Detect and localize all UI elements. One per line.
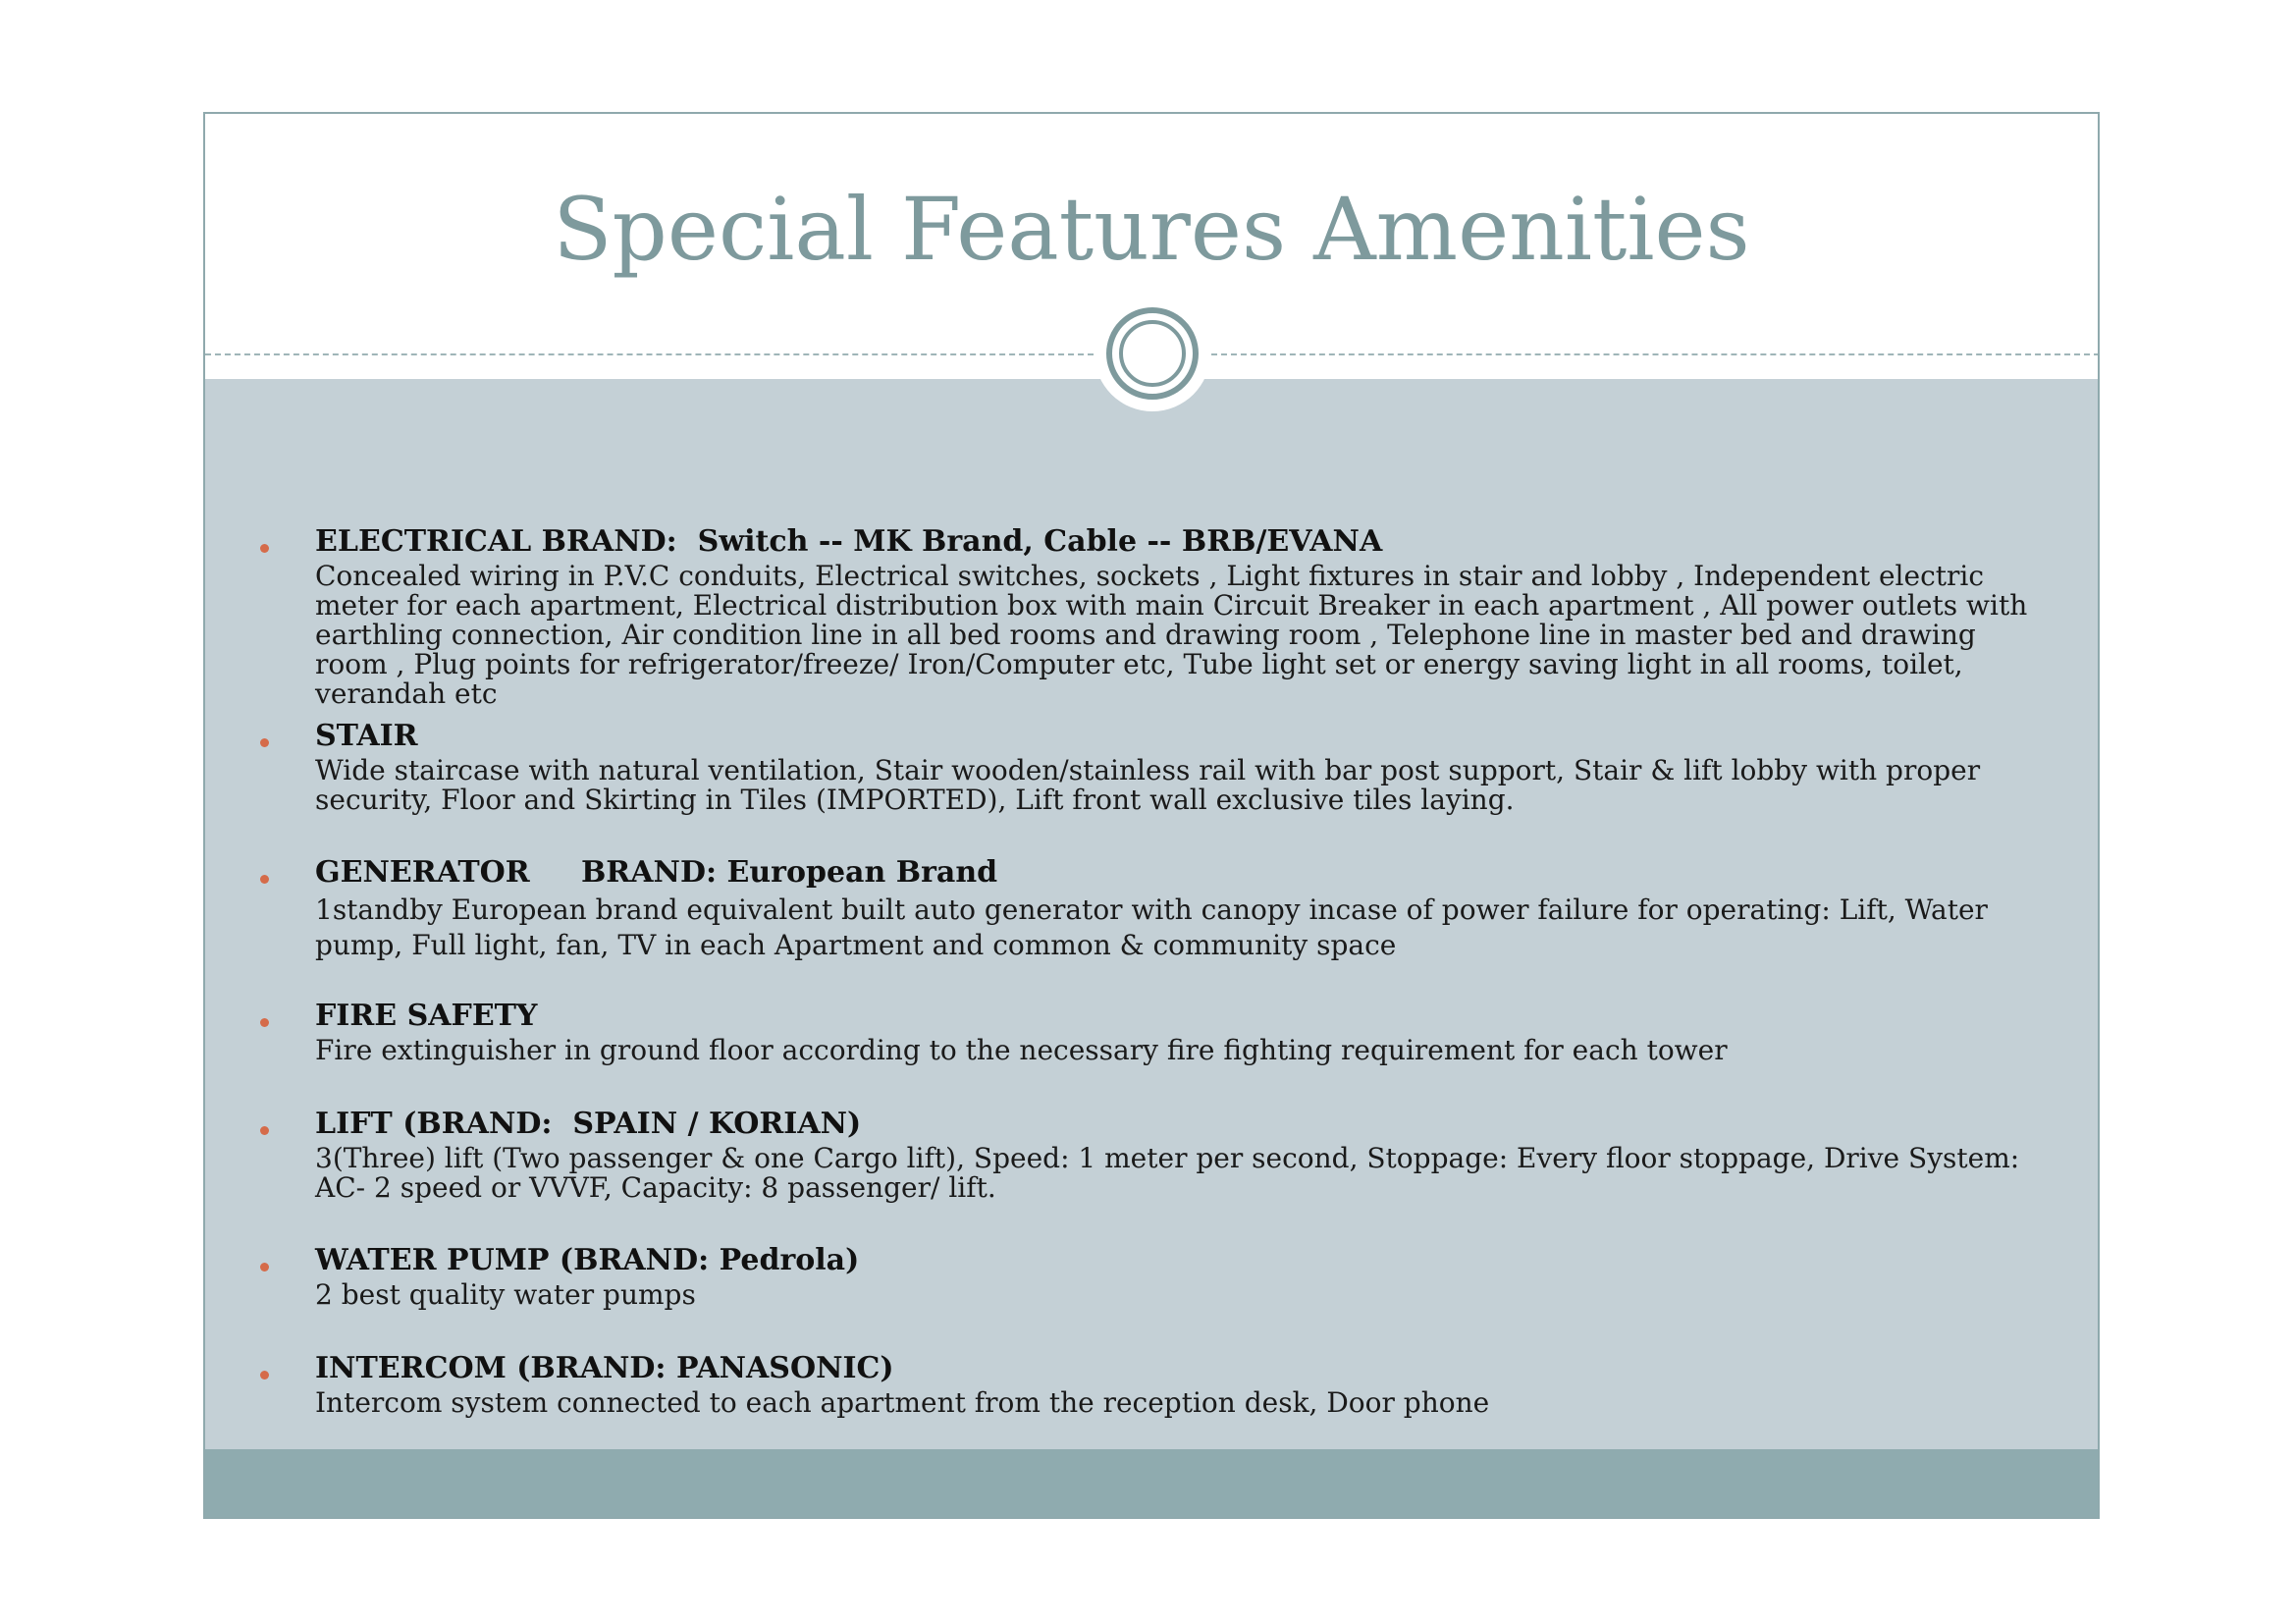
content-panel (205, 379, 2098, 1449)
item-description: Fire extinguisher in ground floor according to the necessary fire fighting requirement for each tower (315, 1034, 1728, 1066)
item-description: Wide staircase with natural ventilation, Stair wooden/stainless rail with bar post support, Stair & lift lobby with proper security, Floor and Skirting in Tiles (IMPORTED), Lift front wall exclusive tiles laying. (315, 754, 1981, 816)
item-description: 2 best quality water pumps (315, 1278, 696, 1311)
bullet-icon (260, 738, 269, 747)
bullet-icon (260, 875, 269, 884)
slide-frame (203, 112, 2100, 1519)
item-heading: ELECTRICAL BRAND: Switch -- MK Brand, Cable -- BRB/EVANA (315, 524, 1383, 559)
inner-ring-icon (1119, 320, 1186, 387)
title-divider-right (1211, 353, 2100, 355)
bullet-icon (260, 544, 269, 553)
bullet-icon (260, 1126, 269, 1135)
item-description: Intercom system connected to each apartment from the reception desk, Door phone (315, 1386, 1490, 1419)
bullet-icon (260, 1263, 269, 1272)
item-heading: INTERCOM (BRAND: PANASONIC) (315, 1351, 894, 1385)
item-heading: WATER PUMP (BRAND: Pedrola) (315, 1243, 860, 1277)
item-description: 3(Three) lift (Two passenger & one Cargo lift), Speed: 1 meter per second, Stoppage: Every floor stoppage, Drive System: AC- 2 speed or VVVF, Capacity: 8 passenger/ lift. (315, 1142, 2020, 1204)
page-title: Special Features Amenities (553, 179, 1750, 280)
bullet-icon (260, 1018, 269, 1027)
item-heading: FIRE SAFETY (315, 999, 538, 1033)
title-divider-left (205, 353, 1094, 355)
item-description: 1standby European brand equivalent built auto generator with canopy incase of power failure for operating: Lift, Water pump, Full light, fan, TV in each Apartment and common & community space (315, 893, 1988, 961)
item-heading: STAIR (315, 719, 418, 753)
item-heading: GENERATOR BRAND: European Brand (315, 855, 998, 890)
bullet-icon (260, 1371, 269, 1380)
item-description: Concealed wiring in P.V.C conduits, Electrical switches, sockets , Light fixtures in stair and lobby , Independent electric meter for each apartment, Electrical distribution box with main Circuit Breaker in each apartment , All power outlets with earthling connection, Air condition line in all bed rooms and drawing room , Telephone line in master bed and drawing room , Plug points for refrigerator/freeze/ Iron/Computer etc, Tube light set or energy saving light in all rooms, toilet, verandah etc (315, 560, 2028, 710)
footer-band (205, 1449, 2098, 1519)
item-heading: LIFT (BRAND: SPAIN / KORIAN) (315, 1107, 862, 1141)
